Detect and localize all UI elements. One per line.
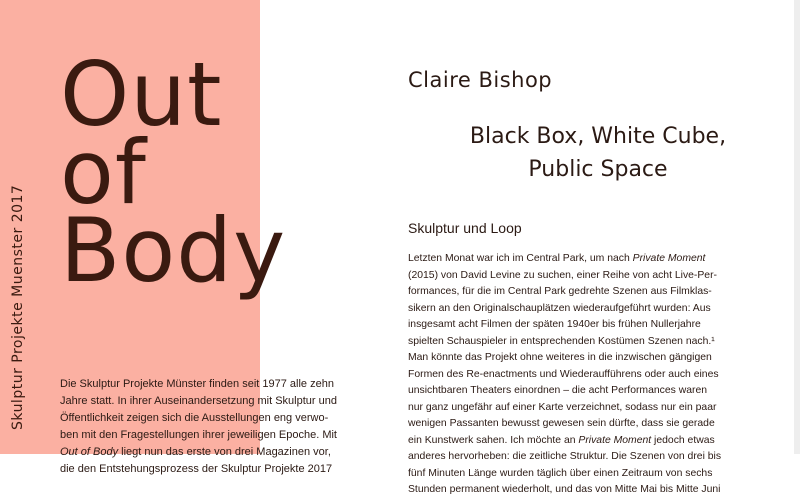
article-body — [408, 251, 748, 499]
body-line: (2015) von David Levine zu suchen, einer Reihe von acht Live-Per- — [408, 269, 718, 281]
magazine-title — [60, 43, 287, 302]
article-title — [408, 120, 788, 186]
body-line: spielten Schauspieler in entsprechenden Kostümen Szenen nach.¹ — [408, 335, 715, 347]
body-line: anderes hervorheben: die zeitliche Struktur. Die Szenen von drei bis — [408, 451, 722, 462]
intro-line: Jahre statt. In ihrer Auseinandersetzung mit Skulptur und — [60, 395, 337, 407]
body-line: sikern an den Originalschauplätzen wiederaufgeführt wurden: Aus — [408, 302, 711, 314]
body-line: nur ganz ungefähr auf einer Karte verzeichnet, sodass nur ein paar — [408, 401, 717, 413]
body-line: wenigen Passanten bewusst gewesen sein dürfte, dass sie gerade — [408, 418, 715, 429]
intro-paragraph — [60, 376, 344, 478]
body-line: Stunden permanent wiederholt, und das von Mitte Mai bis Mitte Juni — [408, 484, 721, 495]
title-line: of — [60, 121, 147, 224]
vertical-series-label: Skulptur Projekte Muenster 2017 — [10, 184, 26, 430]
body-line: Formen des Re-enactments und Wiederaufführens oder auch eines — [408, 368, 719, 380]
body-line: formances, für die im Central Park gedrehte Szenen aus Filmklas- — [408, 286, 712, 297]
intro-line: ben mit den Fragestellungen ihrer jeweiligen Epoche. Mit — [60, 429, 337, 441]
intro-line: Out of Body liegt nun das erste von drei Magazinen vor, — [60, 446, 331, 458]
intro-line: Öffentlichkeit zeigen sich die Ausstellungen eng verwo- — [60, 412, 329, 424]
title-line: Out — [60, 43, 223, 146]
article-title-line: Public Space — [528, 157, 668, 182]
intro-line: Die Skulptur Projekte Münster finden seit 1977 alle zehn — [60, 378, 334, 390]
body-line: insgesamt acht Filmen der späten 1940er bis frühen Nullerjahre — [408, 319, 701, 330]
body-line: unsichtbaren Theaters einordnen – die acht Performances waren — [408, 385, 708, 396]
body-line: ein Kunstwerk sahen. Ich möchte an Private Moment jedoch etwas — [408, 434, 715, 446]
title-line: Body — [60, 199, 287, 302]
body-line: Letzten Monat war ich im Central Park, um nach Private Moment — [408, 253, 706, 264]
body-line: Man könnte das Projekt ohne weiteres in die inzwischen gängigen — [408, 352, 712, 363]
intro-line: die den Entstehungsprozess der Skulptur Projekte 2017 — [60, 463, 333, 475]
section-heading: Skulptur und Loop — [408, 220, 522, 236]
scrollbar[interactable] — [794, 0, 800, 454]
body-line: fünf Minuten Länge wurden täglich über einen Zeitraum von sechs — [408, 467, 713, 479]
author-name: Claire Bishop — [408, 68, 553, 92]
article-title-line: Black Box, White Cube, — [469, 124, 727, 149]
